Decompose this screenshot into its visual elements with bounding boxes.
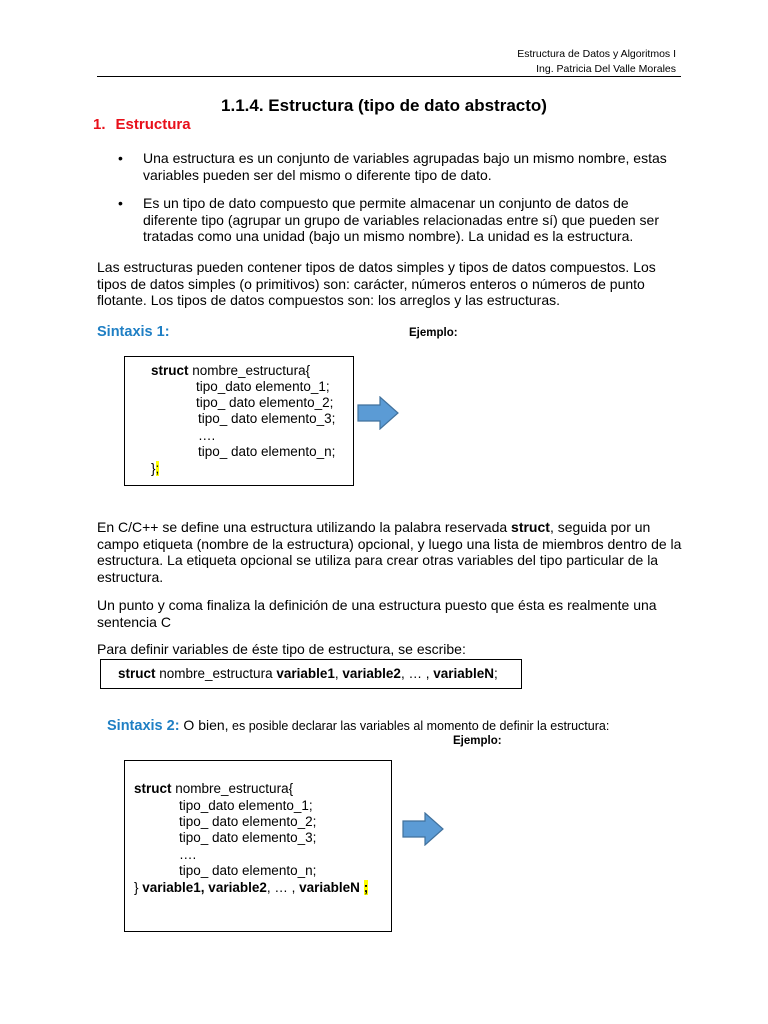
header-divider: [97, 76, 681, 77]
separator: , … ,: [400, 666, 434, 681]
define-variables-box: [100, 659, 522, 689]
para-text: , seguida por un campo etiqueta (nombre de la estructura) opcional, y luego una lista de miembros dentro de la estructura. La etiqueta opcional se utiliza para crear otras variables del tipo particular de la estructura.: [97, 519, 682, 585]
code-header: [134, 781, 293, 798]
close-brace: }: [134, 880, 143, 895]
bullet-text: Una estructura es un conjunto de variables agrupadas bajo un mismo nombre, estas variables pueden ser del mismo o diferente tipo de dato.: [143, 150, 667, 183]
code-line: tipo_ dato elemento_3;: [198, 411, 336, 426]
close-brace: }: [151, 461, 156, 476]
list-item: [118, 150, 683, 183]
bullet-list: [118, 150, 683, 257]
variable-name: variable2: [342, 666, 401, 681]
syntax1-example-label: Ejemplo:: [409, 327, 458, 339]
author-name: Ing. Patricia Del Valle Morales: [536, 63, 676, 75]
highlighted-semicolon: ;: [155, 461, 160, 476]
code-line: tipo_ dato elemento_3;: [179, 830, 317, 845]
struct-name: nombre_estructura{: [171, 781, 294, 796]
define-line: [118, 660, 498, 688]
struct-keyword: struct: [151, 363, 189, 378]
code-close: [134, 880, 368, 897]
syntax2-description: es posible declarar las variables al momento de definir la estructura:: [228, 719, 610, 733]
code-line: tipo_dato elemento_1;: [196, 379, 330, 394]
code-line: tipo_ dato elemento_2;: [196, 395, 334, 410]
section-label: Estructura: [115, 116, 191, 133]
syntax1-code-box: [124, 356, 354, 486]
para-text: En C/C++ se define una estructura utilizando la palabra reservada: [97, 519, 512, 535]
bullet-icon: •: [118, 195, 123, 211]
section-number: 1.: [93, 116, 106, 133]
code-header: [151, 363, 310, 380]
variable-name: variableN: [433, 666, 494, 681]
struct-keyword: struct: [134, 781, 172, 796]
variable-name: variableN: [299, 880, 360, 895]
page-title: 1.1.4. Estructura (tipo de dato abstracto): [221, 96, 547, 115]
struct-definition-paragraph: [97, 519, 687, 585]
code-line: ….: [179, 847, 197, 862]
bullet-text: Es un tipo de dato compuesto que permite almacenar un conjunto de datos de diferente tipo (agrupar un grupo de variables relacionadas entre sí) que pueden ser tratadas como una unidad (bajo un mismo nombre). La unidad es la estructura.: [143, 195, 659, 244]
struct-name: nombre_estructura{: [188, 363, 311, 378]
bullet-icon: •: [118, 150, 123, 166]
page-header: [517, 47, 676, 77]
highlighted-semicolon: ;: [363, 880, 369, 895]
separator: , … ,: [266, 880, 300, 895]
course-name: Estructura de Datos y Algoritmos I: [517, 48, 676, 60]
define-variables-paragraph: Para definir variables de éste tipo de estructura, se escribe:: [97, 641, 466, 657]
separator: ,: [334, 666, 343, 681]
syntax1-title: Sintaxis 1:: [97, 324, 170, 340]
code-line: tipo_dato elemento_1;: [179, 798, 313, 813]
semicolon-paragraph: Un punto y coma finaliza la definición de una estructura puesto que ésta es realmente una sentencia C: [97, 597, 657, 630]
syntax2-heading: [107, 717, 609, 734]
list-item: [118, 195, 683, 245]
struct-name: nombre_estructura: [155, 666, 277, 681]
variable-name: variable1: [276, 666, 335, 681]
struct-keyword: struct: [118, 666, 156, 681]
semicolon: ;: [494, 666, 498, 681]
right-arrow-icon: [402, 812, 444, 846]
code-line: tipo_ dato elemento_2;: [179, 814, 317, 829]
code-line: tipo_ dato elemento_n;: [198, 444, 336, 459]
syntax2-example-label: Ejemplo:: [453, 735, 502, 747]
syntax2-code-box: [124, 760, 392, 932]
code-line: ….: [198, 428, 216, 443]
code-line: tipo_ dato elemento_n;: [179, 863, 317, 878]
intro-paragraph: Las estructuras pueden contener tipos de datos simples y tipos de datos compuestos. Los tipos de datos simples (o primitivos) son: carácter, números enteros o números de punto flotante. Los tipos de datos compuestos son: los arreglos y las estructuras.: [97, 259, 656, 308]
variable-name: variable1, variable2: [142, 880, 267, 895]
syntax2-obien: O bien,: [179, 717, 229, 733]
section-heading: [93, 116, 191, 133]
struct-keyword: struct: [511, 519, 550, 535]
right-arrow-icon: [357, 396, 399, 430]
code-close: [151, 461, 159, 478]
syntax2-title: Sintaxis 2:: [107, 718, 180, 734]
